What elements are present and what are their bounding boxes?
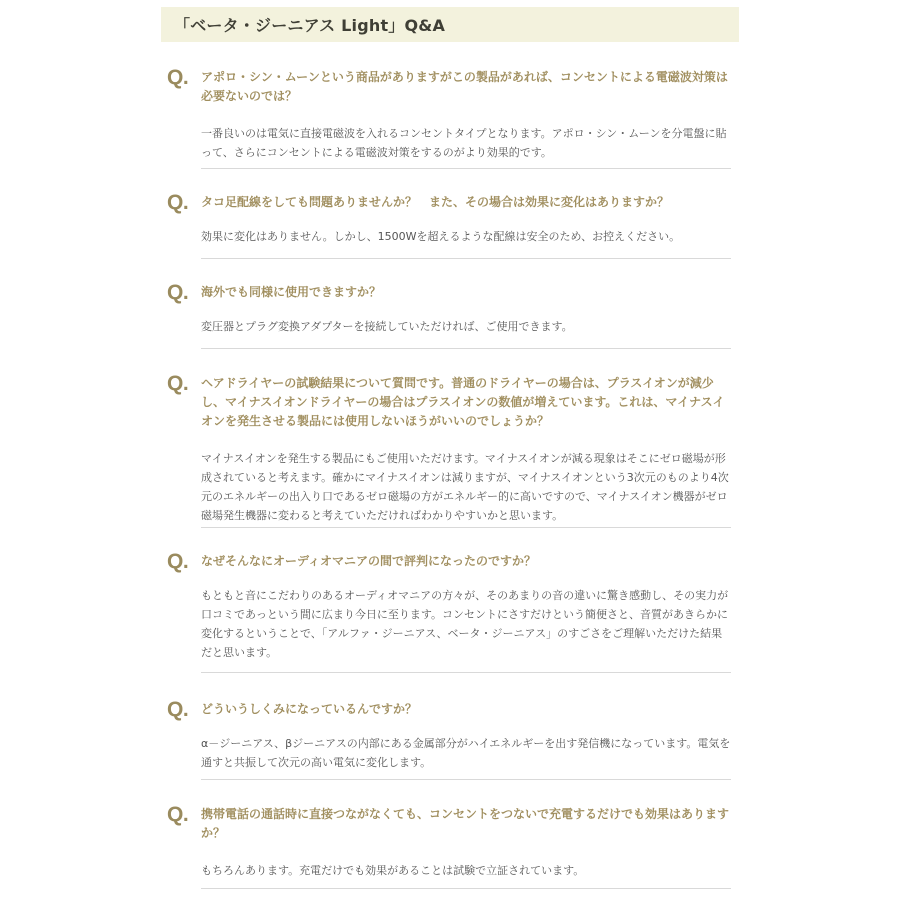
faq-item	[161, 68, 739, 162]
divider	[201, 888, 731, 889]
question-mark-icon: Q.	[167, 698, 189, 721]
answer-text: 一番良いのは電気に直接電磁波を入れるコンセントタイプとなります。アポロ・シン・ムーンを分電盤に貼って、さらにコンセントによる電磁波対策をするのがより効果的です。	[201, 127, 727, 159]
faq-item	[161, 552, 739, 662]
question-text: ヘアドライヤーの試験結果について質問です。普通のドライヤーの場合は、プラスイオンが減少し、マイナスイオンドライヤーの場合はプラスイオンの数値が増えています。これは、マイナスイオンを発生させる製品には使用しないほうがいいのでしょうか？	[201, 376, 725, 428]
question-text: アポロ・シン・ムーンという商品がありますがこの製品があれば、コンセントによる電磁波対策は必要ないのでは？	[201, 70, 728, 103]
question-text: どういうしくみになっているんですか？	[201, 702, 418, 716]
answer-text: α－ジーニアス、βジーニアスの内部にある金属部分がハイエネルギーを出す発信機になっています。電気を通すと共振して次元の高い電気に変化します。	[201, 737, 731, 769]
divider	[201, 258, 731, 259]
faq-item	[161, 283, 739, 336]
answer-text: マイナスイオンを発生する製品にもご使用いただけます。マイナスイオンが減る現象はそこにゼロ磁場が形成されていると考えます。確かにマイナスイオンは減りますが、マイナスイオンという3次元のものより4次元のエネルギーの出入り口であるゼロ磁場の方がエネルギー的に高いですので、マイナスイオン機器がゼロ磁場発生機器に変わると考えていただければわかりやすいかと思います。	[201, 452, 729, 522]
faq-item	[161, 193, 739, 246]
page-title: 「ベータ・ジーニアス Light」Q&A	[161, 7, 739, 42]
question-mark-icon: Q.	[167, 191, 189, 214]
faq-item	[161, 700, 739, 772]
divider	[201, 779, 731, 780]
question-mark-icon: Q.	[167, 372, 189, 395]
divider	[201, 527, 731, 528]
faq-page	[161, 7, 739, 877]
question-text: タコ足配線をしても問題ありませんか？ また、その場合は効果に変化はありますか？	[201, 195, 670, 209]
answer-text: もともと音にこだわりのあるオーディオマニアの方々が、そのあまりの音の違いに驚き感動し、その実力が口コミであっという間に広まり今日に至ります。コンセントにさすだけという簡便さと、音質があきらかに変化するということで、「アルファ・ジーニアス、ベータ・ジーニアス」のすごさをご理解いただけた結果だと思います。	[201, 589, 729, 659]
question-mark-icon: Q.	[167, 281, 189, 304]
answer-text: 効果に変化はありません。しかし、1500Wを超えるような配線は安全のため、お控えください。	[201, 230, 681, 243]
answer-text: 変圧器とプラグ変換アダプターを接続していただければ、ご使用できます。	[201, 320, 573, 333]
question-mark-icon: Q.	[167, 550, 189, 573]
faq-item	[161, 374, 739, 525]
answer-text: もちろんあります。充電だけでも効果があることは試験で立証されています。	[201, 864, 585, 877]
divider	[201, 348, 731, 349]
question-mark-icon: Q.	[167, 66, 189, 89]
divider	[201, 168, 731, 169]
question-mark-icon: Q.	[167, 803, 189, 826]
question-text: 海外でも同様に使用できますか？	[201, 285, 382, 299]
question-text: 携帯電話の通話時に直接つながなくても、コンセントをつないで充電するだけでも効果はありますか？	[201, 807, 730, 840]
divider	[201, 672, 731, 673]
question-text: なぜそんなにオーディオマニアの間で評判になったのですか？	[201, 554, 537, 568]
faq-item	[161, 805, 739, 880]
